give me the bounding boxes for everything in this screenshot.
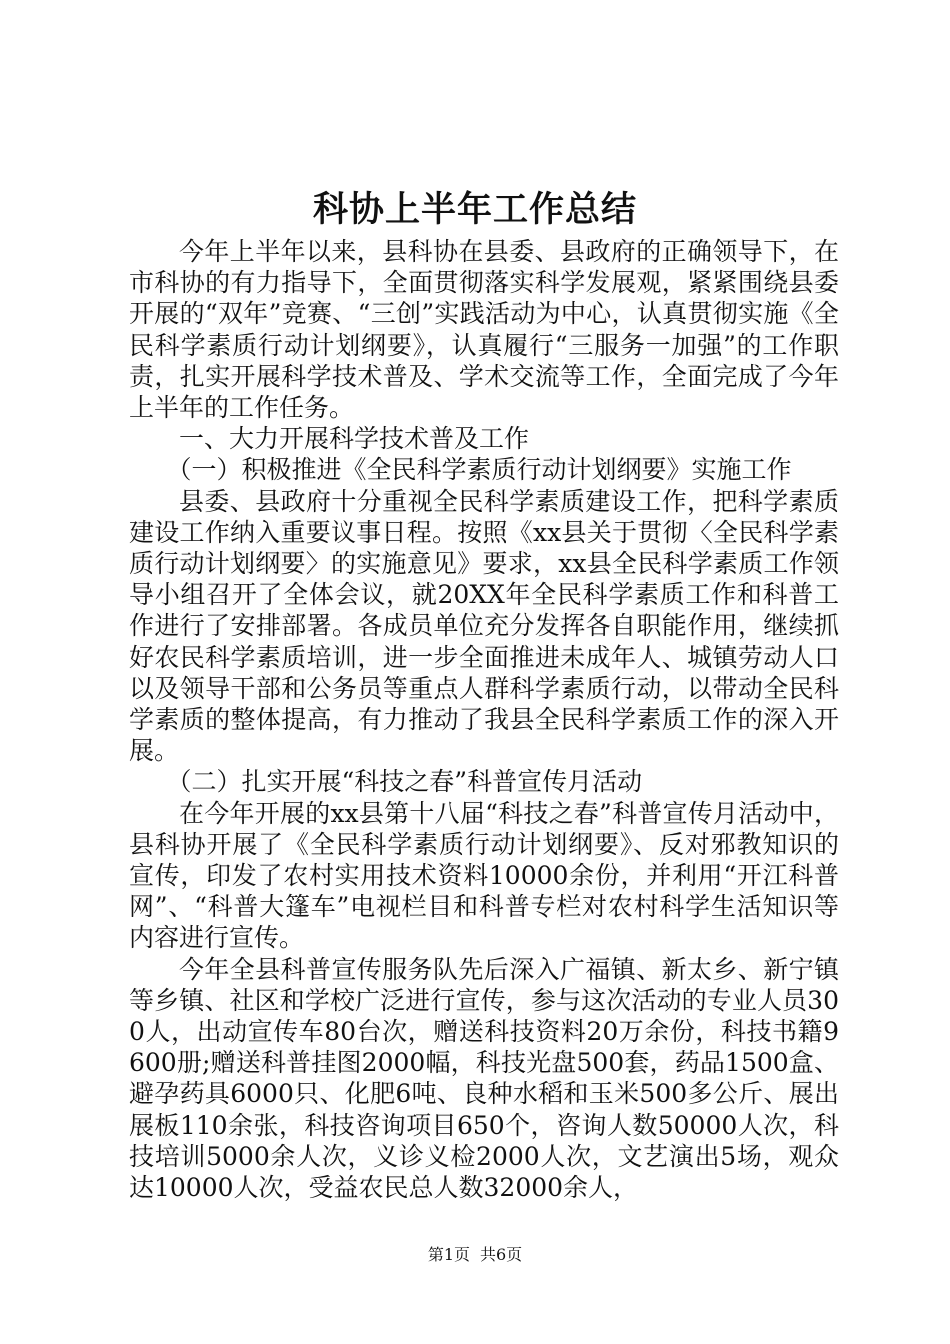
document-body [129,236,839,1203]
intro-paragraph: 今年上半年以来，县科协在县委、县政府的正确领导下，在市科协的有力指导下，全面贯彻落实科学发展观，紧紧围绕县委开展的“双年”竞赛、“三创”实践活动为中心，认真贯彻实施《全民科学素质行动计划纲要》，认真履行“三服务一加强”的工作职责，扎实开展科学技术普及、学术交流等工作，全面完成了今年上半年的工作任务。 [129,237,839,423]
subsection-heading-2: （二）扎实开展“科技之春”科普宣传月活动 [166,767,643,797]
body-paragraph: 今年全县科普宣传服务队先后深入广福镇、新太乡、新宁镇等乡镇、社区和学校广泛进行宣传，参与这次活动的专业人员300人，出动宣传车80台次，赠送科技资料20万余份，科技书籍9600册;赠送科普挂图2000幅，科技光盘500套，药品1500盒、避孕药具6000只、化肥6吨、良种水稻和玉米500多公斤、展出展板110余张，科技咨询项目650个，咨询人数50000人次，科技培训5000余人次，义诊义检2000人次，文艺演出5场，观众达10000人次，受益农民总人数32000余人， [129,954,839,1203]
body-paragraph: 县委、县政府十分重视全民科学素质建设工作，把科学素质建设工作纳入重要议事日程。按照《xx县关于贯彻〈全民科学素质行动计划纲要〉的实施意见》要求，xx县全民科学素质工作领导小组召开了全体会议，就20XX年全民科学素质工作和科普工作进行了安排部署。各成员单位充分发挥各自职能作用，继续抓好农民科学素质培训，进一步全面推进未成年人、城镇劳动人口以及领导干部和公务员等重点人群科学素质行动，以带动全民科学素质的整体提高，有力推动了我县全民科学素质工作的深入开展。 [129,486,839,766]
document-title: 科协上半年工作总结 [312,189,637,230]
page-number: 第1页 [427,1245,470,1264]
section-heading-1: 一、大力开展科学技术普及工作 [179,424,530,454]
page-footer [0,1244,950,1266]
subsection-heading-1: （一）积极推进《全民科学素质行动计划纲要》实施工作 [166,455,792,485]
page-total: 共6页 [480,1245,523,1264]
body-paragraph: 在今年开展的xx县第十八届“科技之春”科普宣传月活动中，县科协开展了《全民科学素质行动计划纲要》、反对邪教知识的宣传，印发了农村实用技术资料10000余份，并利用“开江科普网”、“科普大篷车”电视栏目和科普专栏对农村科学生活知识等内容进行宣传。 [129,798,839,953]
